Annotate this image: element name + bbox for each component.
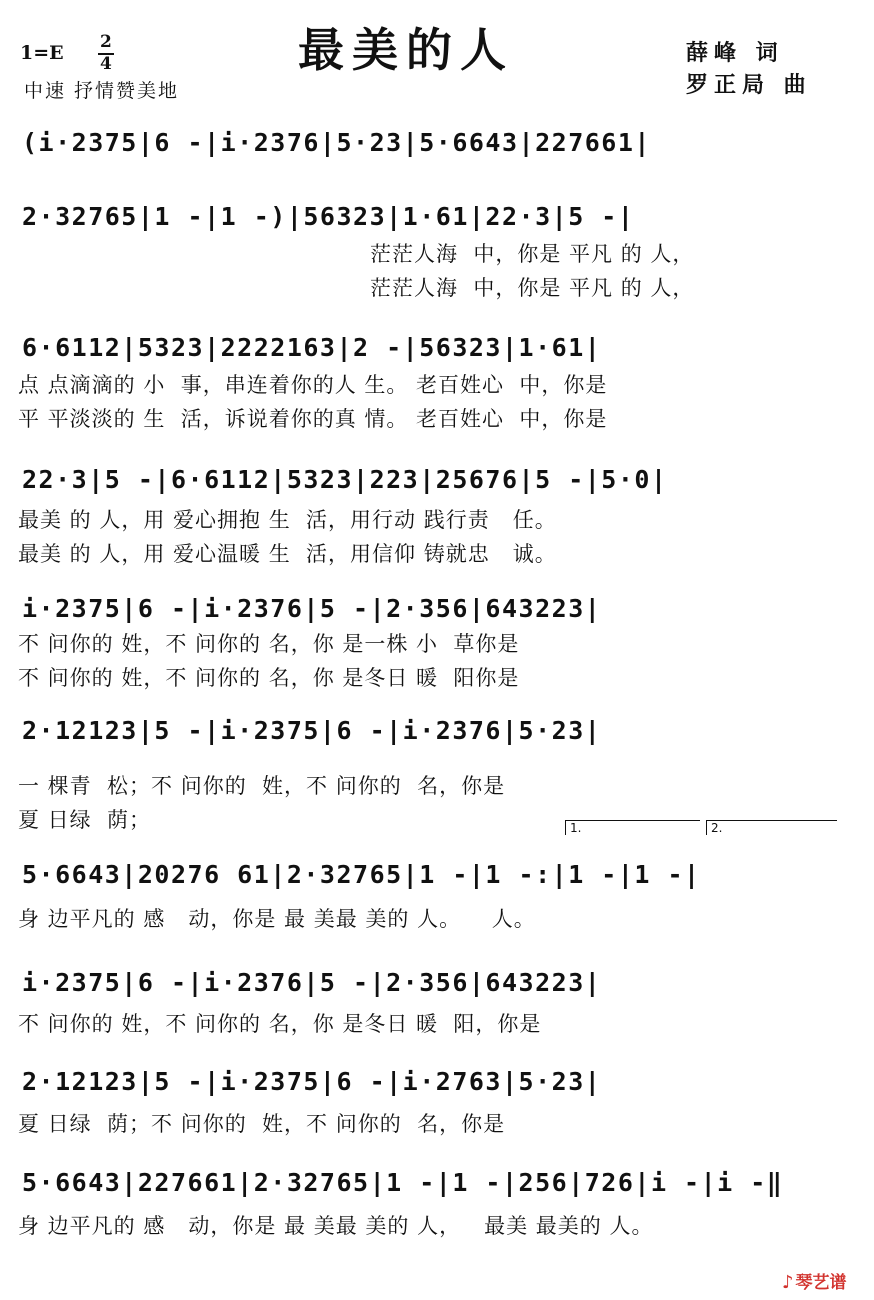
second-ending-bracket: 2. xyxy=(706,820,837,835)
first-ending-bracket: 1. xyxy=(565,820,700,835)
piano-logo-icon: ♪ xyxy=(782,1272,794,1293)
tempo-marking: 中速 抒情赞美地 xyxy=(24,80,180,102)
notation-line: i·2375|6 -|i·2376|5 -|2·356|643223| xyxy=(22,968,602,997)
lyric-line: 夏 日绿 荫；不 问你的 姓，不 问你的 名，你是 xyxy=(18,1112,506,1136)
lyric-line: 身 边平凡的 感 动，你是 最 美最 美的 人， 最美 最美的 人。 xyxy=(18,1214,654,1238)
notation-line: (i·2375|6 -|i·2376|5·23|5·6643|227661| xyxy=(22,128,651,157)
key-signature: 1=E xyxy=(20,42,64,64)
lyric-line: 不 问你的 姓，不 问你的 名，你 是冬日 暖 阳，你是 xyxy=(18,1012,542,1036)
lyric-line: 夏 日绿 荫； xyxy=(18,808,152,832)
watermark-logo xyxy=(782,1268,847,1293)
lyric-line: 最美 的 人，用 爱心拥抱 生 活，用行动 践行责 任。 xyxy=(18,508,557,532)
notation-line: 2·12123|5 -|i·2375|6 -|i·2763|5·23| xyxy=(22,1067,602,1096)
lyric-line: 平 平淡淡的 生 活，诉说着你的真 情。 老百姓心 中，你是 xyxy=(18,407,608,431)
notation-line: 5·6643|20276 61|2·32765|1 -|1 -:|1 -|1 -| xyxy=(22,860,701,889)
notation-line: i·2375|6 -|i·2376|5 -|2·356|643223| xyxy=(22,594,602,623)
notation-line: 5·6643|227661|2·32765|1 -|1 -|256|726|i -|i -‖ xyxy=(22,1168,784,1197)
lyric-line: 点 点滴滴的 小 事，串连着你的人 生。 老百姓心 中，你是 xyxy=(18,373,608,397)
time-signature-bottom: 4 xyxy=(100,54,112,74)
lyric-line: 茫茫人海 中，你是 平凡 的 人， xyxy=(370,242,695,266)
lyric-line: 不 问你的 姓，不 问你的 名，你 是冬日 暖 阳你是 xyxy=(18,666,520,690)
time-signature-top: 2 xyxy=(100,32,112,52)
composer-credit: 罗正局 曲 xyxy=(686,73,812,98)
notation-line: 22·3|5 -|6·6112|5323|223|25676|5 -|5·0| xyxy=(22,465,668,494)
lyricist-credit: 薛峰 词 xyxy=(686,41,784,66)
notation-line: 2·12123|5 -|i·2375|6 -|i·2376|5·23| xyxy=(22,716,602,745)
lyric-line: 一 棵青 松；不 问你的 姓，不 问你的 名，你是 xyxy=(18,774,506,798)
lyric-line: 身 边平凡的 感 动，你是 最 美最 美的 人。 人。 xyxy=(18,907,536,931)
notation-line: 2·32765|1 -|1 -)|56323|1·61|22·3|5 -| xyxy=(22,202,635,231)
song-title: 最美的人 xyxy=(298,23,514,77)
lyric-line: 最美 的 人，用 爱心温暖 生 活，用信仰 铸就忠 诚。 xyxy=(18,542,557,566)
watermark-text: 琴艺谱 xyxy=(795,1273,847,1293)
lyric-line: 不 问你的 姓，不 问你的 名，你 是一株 小 草你是 xyxy=(18,632,520,656)
lyric-line: 茫茫人海 中，你是 平凡 的 人， xyxy=(370,276,695,300)
notation-line: 6·6112|5323|2222163|2 -|56323|1·61| xyxy=(22,333,602,362)
